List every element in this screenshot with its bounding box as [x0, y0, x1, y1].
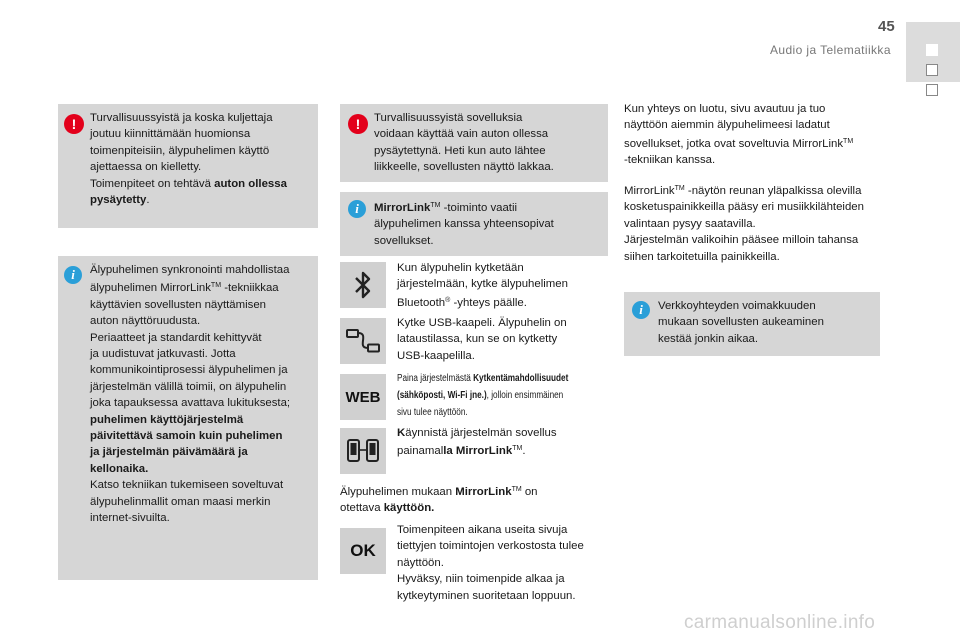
watermark: carmanualsonline.info — [684, 612, 876, 633]
info-panel-compatibility — [340, 192, 608, 256]
step-web-text: Paina järjestelmästä Kytkentämahdollisuudet (sähköposti, Wi-Fi jne.), jolloin ensimmäinen sivu tulee näyttöön. — [397, 373, 569, 418]
ok-button-label: OK — [350, 541, 376, 560]
warning-text: Turvallisuussyistä ja koska kuljettaja joutuu kiinnittämään huomionsa toimenpiteisiin, älypuhelimen käyttö ajettaessa on kielletty. Toimenpiteet on tehtävä auton ollessa pysäytetty. — [90, 112, 287, 207]
mirrorlink-button-icon — [340, 428, 386, 474]
ok-button — [340, 528, 386, 574]
warning-text: Turvallisuussyistä sovelluksia voidaan käyttää vain auton ollessa pysäytettynä. Heti kun auto lähtee liikkeelle, sovellusten näyttö lakkaa. — [374, 112, 554, 174]
bluetooth-icon — [352, 270, 374, 300]
web-button — [340, 374, 386, 420]
info-panel-synchronisation — [58, 256, 318, 580]
info-icon: i — [632, 301, 650, 319]
info-text: MirrorLink™ -toiminto vaatii älypuhelimen kanssa yhteensopivat sovellukset. — [374, 202, 554, 247]
chapter-marker-empty — [926, 64, 938, 76]
page-number: 45 — [878, 18, 895, 35]
usb-cable-icon — [344, 326, 382, 356]
web-button-label: WEB — [345, 388, 381, 406]
warning-icon: ! — [64, 114, 84, 134]
warning-panel-applications — [340, 104, 608, 182]
mirrorlink-icon — [345, 437, 381, 465]
info-panel-network — [624, 292, 880, 356]
step-ok-text: Toimenpiteen aikana useita sivuja tiettyjen toimintojen verkostosta tulee näyttöön. Hyväksy, niin toimenpide alkaa ja kytkeytyminen suoritetaan loppuun. — [397, 524, 584, 602]
info-text: Älypuhelimen synkronointi mahdollistaa älypuhelimen MirrorLink™ -tekniikkaa käyttävien sovellusten näyttämisen auton näyttöruudusta. Periaatteet ja standardit kehittyvät ja uudistuvat jatkuvasti. Jotta kommunikointiprosessi älypuhelimen ja järjestelmän välillä toimii, on älypuhelin joka tapauksessa avattava lukituksesta; puhelimen käyttöjärjestelmä päivitettävä samoin kuin puhelimen ja järjestelmän päivämäärä ja kellonaika. Katso tekniikan tukemiseen soveltuvat älypuhelinmallit oman maasi merkin internet-sivuilta. — [90, 264, 291, 525]
chapter-marker-filled — [926, 44, 938, 56]
section-title: Audio ja Telematiikka — [770, 43, 891, 57]
warning-panel-driving — [58, 104, 318, 228]
info-icon: i — [348, 200, 366, 218]
info-text: Verkkoyhteyden voimakkuuden mukaan sovellusten aukeaminen kestää jonkin aikaa. — [658, 300, 824, 345]
warning-icon: ! — [348, 114, 368, 134]
step-bluetooth-text: Kun älypuhelin kytketään järjestelmään, kytke älypuhelimen Bluetooth® -yhteys päälle. — [397, 262, 568, 309]
step-usb-text: Kytke USB-kaapeli. Älypuhelin on lataustilassa, kun se on kytketty USB-kaapelilla. — [397, 317, 567, 362]
usb-button-icon — [340, 318, 386, 364]
info-icon: i — [64, 266, 82, 284]
activation-text: Älypuhelimen mukaan MirrorLink™ on otettava käyttöön. — [340, 486, 538, 515]
bluetooth-button-icon — [340, 262, 386, 308]
step-mirrorlink-text: Käynnistä järjestelmän sovellus painamalla MirrorLink™. — [397, 427, 557, 458]
toolbar-paragraph: MirrorLink™ -näytön reunan yläpalkissa olevilla kosketuspainikkeilla pääsy eri musiikkilähteiden valintaan pysyy saatavilla. Järjestelmän valikoihin pääsee milloin tahansa siihen tarkoitetuilla painikkeilla. — [624, 185, 864, 263]
chapter-marker-empty — [926, 84, 938, 96]
connection-paragraph: Kun yhteys on luotu, sivu avautuu ja tuo näyttöön aiemmin älypuhelimeesi ladatut sovellukset, jotka ovat soveltuvia MirrorLink™ -tekniikan kanssa. — [624, 103, 854, 167]
